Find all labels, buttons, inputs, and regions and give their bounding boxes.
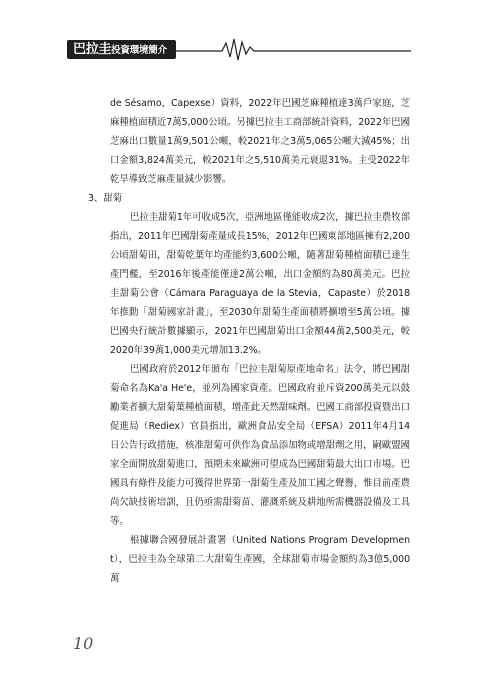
page-number: 10 [73,634,94,653]
paragraph-stevia-market: 根據聯合國發展計畫署（United Nations Program Development），巴拉圭為全球第二大甜菊生產國，全球甜菊市場金額約為3億5,000萬 [110,535,410,584]
section-heading-stevia: 3、甜菊 [88,193,122,204]
header-title-main: 巴拉圭 [73,42,112,57]
header-title-sub: 投資環境簡介 [111,45,167,56]
paragraph-stevia-production: 巴拉圭甜菊1年可收成5次，亞洲地區僅能收成2次，據巴拉圭農牧部指出，2011年巴國甜菊產量成長15%，2012年巴國東部地區擁有2,200公頃甜菊田，甜菊乾葉年均產能約3,600公噸，隨著甜菊種植面積已達生產門檻，至2016年後產能僅達2萬公噸，出口金額約為80萬美元。巴拉圭甜菊公會（Cámara Paraguaya de la Stevia，Capaste）於2018年推動「甜菊國家計畫」，至2030年甜菊生產面積將擴增至5萬公頃。據巴國央行統計數據顯示，2021年巴國甜菊出口金額44萬2,500美元，較2020年39萬1,000美元增加13.2%。 [110,212,410,356]
main-text [88,94,410,588]
paragraph-stevia-policy: 巴國政府於2012年頒布「巴拉圭甜菊原產地命名」法令，將巴國甜菊命名為Ka'a He'e，並列為國家資產。巴國政府並斥資200萬美元以鼓勵業者擴大甜菊葉種植面積，增產此天然甜味劑。巴國工商部投資暨出口促進局（Rediex）官員指出，歐洲食品安全局（EFSA）2011年4月14日公告行政措施，核准甜菊可供作為食品添加物或增甜劑之用，嗣歐盟國家全面開放甜菊進口，預期未來歐洲可望成為巴國甜菊最大出口市場。巴國具有條件及能力可獲得世界第一甜菊生產及加工國之聲譽，惟目前產農尚欠缺技術培訓，且仍亟需甜菊苗、灌溉系統及耕地所需機器設備及工具等。 [110,364,410,527]
paragraph-sesame: de Sésamo，Capexse）資料，2022年巴國芝麻種植達3萬戶家庭，芝麻種植面積近7萬5,000公頃。另據巴拉圭工商部統計資料，2022年巴國芝麻出口數量1萬9,501公噸，較2021年之3萬5,065公噸大減45%；出口金額3,824萬美元，較2021年之5,510萬美元衰退31%。主受2022年乾旱導致芝麻產量減少影響。 [110,98,410,185]
header-title [67,40,176,59]
